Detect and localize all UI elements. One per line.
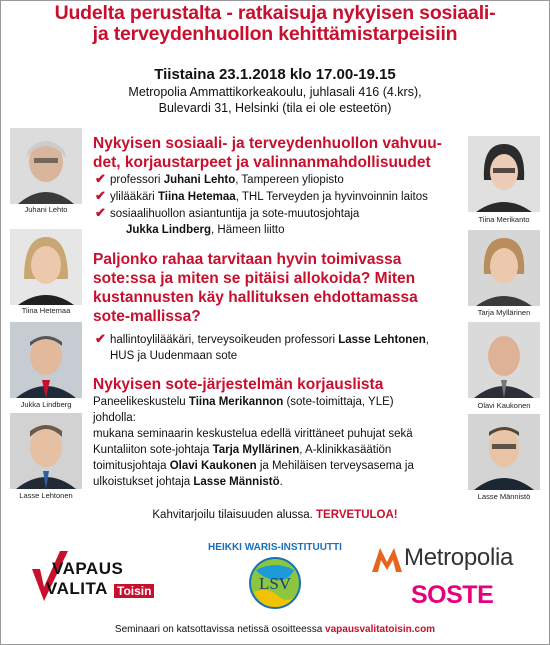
metropolia-logo: Metropolia <box>370 542 530 578</box>
name-juhani-lehto: Juhani Lehto <box>24 205 68 214</box>
section1-title: Nykyisen sosiaali- ja terveydenhuollon vahvuu- det, korjaustarpeet ja valinnanmahdollisuudet <box>93 135 442 171</box>
photo-lasse-mannisto <box>468 414 540 490</box>
photo-jukka-lindberg <box>10 322 82 398</box>
coffee-note: Kahvitarjoilu tilaisuuden alussa. TERVETULOA! <box>152 509 398 521</box>
name-tiina-hetemaa: Tiina Hetemaa <box>21 306 71 315</box>
section2-bullet1: hallintoylilääkäri, terveysoikeuden professori Lasse Lehtonen, HUS ja Uudenmaan sote <box>110 334 429 362</box>
check-icon: ✔ <box>95 171 106 186</box>
name-lasse-lehtonen: Lasse Lehtonen <box>19 491 73 500</box>
footer-link[interactable]: vapausvalitatoisin.com <box>325 624 436 635</box>
section1-bullet1: professori Juhani Lehto, Tampereen yliopisto <box>110 174 344 186</box>
section1-bullet2: ylilääkäri Tiina Hetemaa, THL Terveyden ja hyvinvoinnin laitos <box>110 191 428 203</box>
vapaus-valita-toisin-logo: VAPAUS VALITA Toisin <box>30 549 180 609</box>
photo-lasse-lehtonen <box>10 413 82 489</box>
section3-title: Nykyisen sote-järjestelmän korjauslista <box>93 376 384 393</box>
metropolia-m-icon <box>370 544 404 574</box>
photo-tarja-myllarinen <box>468 230 540 306</box>
name-tarja-myllarinen: Tarja Myllärinen <box>477 308 531 317</box>
name-lasse-mannisto: Lasse Männistö <box>477 492 531 501</box>
photo-tiina-hetemaa <box>10 229 82 305</box>
photo-juhani-lehto <box>10 128 82 204</box>
section2-title: Paljonko rahaa tarvitaan hyvin toimivassa sote:ssa ja miten se pitäisi allokoida? Miten kustannusten käy hallituksen ehdottamassa sote-mallissa? <box>93 251 418 325</box>
soste-logo: SOSTE <box>411 581 494 609</box>
name-olavi-kaukonen: Olavi Kaukonen <box>477 401 531 410</box>
event-venue: Metropolia Ammattikorkeakoulu, juhlasali 416 (4.krs), Bulevardi 31, Helsinki (tila ei ole esteetön) <box>128 85 422 115</box>
event-title: Uudelta perustalta - ratkaisuja nykyisen sosiaali- ja terveydenhuollon kehittämistarpeisiin <box>54 2 496 45</box>
heikki-waris-logo: HEIKKI WARIS-INSTITUUTTI LSV <box>200 542 350 612</box>
check-icon: ✔ <box>95 331 106 346</box>
section3-body: Paneelikeskustelu Tiina Merikannon (sote-toimittaja, YLE) johdolla: mukana seminaarin keskustelua edellä virittäneet puhujat sekä Kuntaliiton sote-johtaja Tarja Myllärinen, A-klinikkasäätiön toimitusjohtaja Olavi Kaukonen ja Mehiläisen terveysasema ja ulkoistukset johtaja Lasse Männistö. <box>93 396 414 488</box>
footer-note: Seminaari on katsottavissa netissä osoitteessa vapausvalitatoisin.com <box>114 624 436 635</box>
check-icon: ✔ <box>95 188 106 203</box>
name-tiina-merikanto: Tiina Merikanto <box>478 215 530 224</box>
check-icon: ✔ <box>95 205 106 220</box>
section1-bullet3: sosiaalihuollon asiantuntija ja sote-muutosjohtaja Jukka Lindberg, Hämeen liitto <box>110 208 360 236</box>
name-jukka-lindberg: Jukka Lindberg <box>20 400 72 409</box>
event-date: Tiistaina 23.1.2018 klo 17.00-19.15 <box>154 66 396 83</box>
